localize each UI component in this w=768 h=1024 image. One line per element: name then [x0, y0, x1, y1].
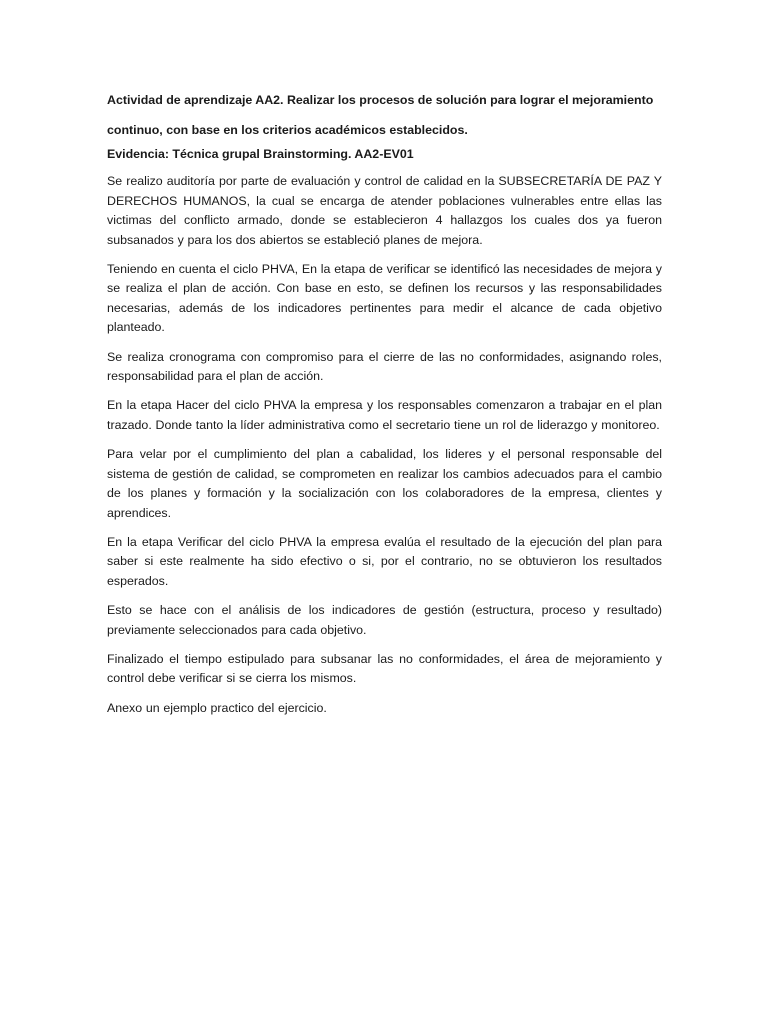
paragraph-closure: Finalizado el tiempo estipulado para subsanar las no conformidades, el área de mejoramiento y control debe verificar si se cierra los mismos.	[107, 651, 662, 686]
evidence-heading: Evidencia: Técnica grupal Brainstorming. AA2-EV01	[107, 147, 414, 161]
paragraph-phva-check: En la etapa Verificar del ciclo PHVA la empresa evalúa el resultado de la ejecución del plan para saber si este realmente ha sido efectivo o si, por el contrario, no se obtuvieron los resultados esperados.	[107, 534, 662, 588]
paragraph-annex: Anexo un ejemplo practico del ejercicio.	[107, 700, 327, 715]
paragraph-schedule: Se realiza cronograma con compromiso para el cierre de las no conformidades, asignando roles, responsabilidad para el plan de acción.	[107, 349, 662, 384]
paragraph-compliance: Para velar por el cumplimiento del plan a cabalidad, los lideres y el personal responsable del sistema de gestión de calidad, se comprometen en realizar los cambios adecuados para el cambio de los planes y formación y la socialización con los colaboradores de la empresa, clientes y aprendices.	[107, 447, 662, 520]
paragraph-audit: Se realizo auditoría por parte de evaluación y control de calidad en la SUBSECRETARÍA DE PAZ Y DERECHOS HUMANOS, la cual se encarga de atender poblaciones vulnerables entre ellas las victimas del conflicto armado, donde se establecieron 4 hallazgos los cuales dos ya fueron subsanados y para los dos abiertos se estableció planes de mejora.	[107, 174, 662, 247]
paragraph-indicators: Esto se hace con el análisis de los indicadores de gestión (estructura, proceso y resultado) previamente seleccionados para cada objetivo.	[107, 603, 662, 637]
document-title: Actividad de aprendizaje AA2. Realizar los procesos de solución para lograr el mejoramiento continuo, con base en los criterios académicos establecidos.	[107, 93, 654, 137]
document-page	[107, 90, 662, 728]
paragraph-phva-do: En la etapa Hacer del ciclo PHVA la empresa y los responsables comenzaron a trabajar en el plan trazado. Donde tanto la líder administrativa como el secretario tiene un rol de liderazgo y monitoreo.	[107, 398, 662, 432]
paragraph-phva-verify: Teniendo en cuenta el ciclo PHVA, En la etapa de verificar se identificó las necesidades de mejora y se realiza el plan de acción. Con base en esto, se definen los recursos y las responsabilidades necesarias, además de los indicadores pertinentes para medir el alcance de cada objetivo planteado.	[107, 262, 662, 335]
